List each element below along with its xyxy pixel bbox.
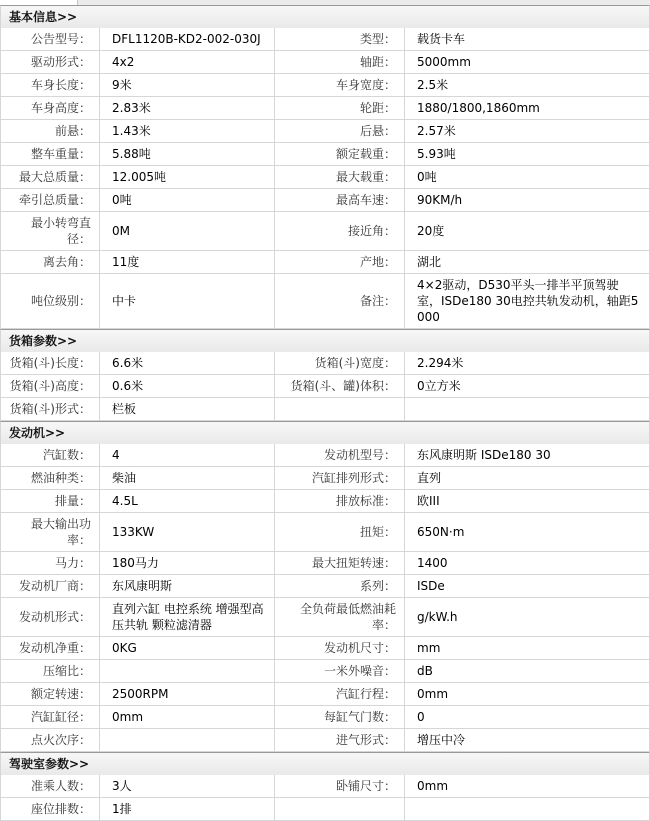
spec-value-text: 东风康明斯 ISDe180 30 — [417, 448, 551, 462]
spec-row — [1, 143, 649, 166]
spec-row — [1, 513, 649, 552]
spec-row — [1, 798, 649, 821]
spec-label — [1, 660, 100, 683]
spec-value-text: 4×2驱动，D530平头一排半平顶驾驶室，ISDe180 30电控共轨发动机，轴距5000 — [417, 278, 639, 324]
spec-label — [1, 398, 100, 421]
spec-label — [275, 598, 405, 637]
spec-row — [1, 51, 649, 74]
spec-label-text: 车身长度： — [30, 78, 91, 92]
spec-label — [1, 352, 100, 375]
spec-value — [405, 97, 649, 120]
spec-value — [100, 683, 275, 706]
spec-label — [275, 189, 405, 212]
spec-value-text: 1.43米 — [112, 124, 151, 138]
spec-value-text: 1排 — [112, 802, 132, 816]
spec-label-text: 最大总质量： — [18, 170, 91, 184]
spec-label-text: 排量： — [54, 494, 91, 508]
spec-label-text: 最大输出功率： — [30, 517, 91, 547]
spec-label — [275, 166, 405, 189]
spec-value — [405, 798, 649, 821]
spec-value — [100, 251, 275, 274]
spec-table-cab — [0, 775, 650, 821]
spec-value — [405, 251, 649, 274]
spec-label-text: 牵引总质量： — [18, 193, 91, 207]
spec-value-text: 4 — [112, 448, 120, 462]
spec-label-text: 额定载重： — [335, 147, 396, 161]
spec-value-text: 0mm — [417, 779, 449, 793]
spec-label-text: 点火次序： — [30, 733, 91, 747]
spec-label — [1, 637, 100, 660]
spec-value-text: 0M — [112, 224, 130, 238]
spec-label-text: 类型： — [359, 32, 396, 46]
spec-value — [100, 375, 275, 398]
spec-value-text: 1880/1800,1860mm — [417, 101, 540, 115]
spec-label-text: 排放标准： — [335, 494, 396, 508]
spec-label-text: 轮距： — [359, 101, 396, 115]
spec-label-text: 驱动形式： — [30, 55, 91, 69]
spec-label — [275, 513, 405, 552]
spec-label-text: 准乘人数： — [30, 779, 91, 793]
spec-label — [1, 97, 100, 120]
spec-value-text: 20度 — [417, 224, 445, 238]
spec-label-text: 汽缸行程： — [335, 687, 396, 701]
spec-label — [275, 28, 405, 51]
spec-label — [275, 775, 405, 798]
spec-row — [1, 166, 649, 189]
spec-label — [1, 274, 100, 329]
spec-value — [405, 352, 649, 375]
spec-label-text: 发动机净重： — [18, 641, 91, 655]
spec-value-text: 欧III — [417, 494, 440, 508]
spec-value — [100, 798, 275, 821]
spec-label — [1, 575, 100, 598]
spec-value — [405, 375, 649, 398]
spec-label — [1, 598, 100, 637]
section-title-cargo-box: 货箱参数>> — [0, 329, 650, 352]
spec-value-text: 5000mm — [417, 55, 471, 69]
spec-label — [1, 683, 100, 706]
spec-value-text: 180马力 — [112, 556, 159, 570]
spec-label-text: 进气形式： — [335, 733, 396, 747]
spec-label — [275, 444, 405, 467]
spec-label-text: 发动机型号： — [323, 448, 396, 462]
spec-row — [1, 490, 649, 513]
spec-label-text: 压缩比： — [42, 664, 91, 678]
spec-value — [405, 166, 649, 189]
section-title-cab: 驾驶室参数>> — [0, 752, 650, 775]
spec-row — [1, 598, 649, 637]
spec-label-text: 最大载重： — [335, 170, 396, 184]
spec-value-text: 2.5米 — [417, 78, 449, 92]
spec-label — [1, 120, 100, 143]
spec-value — [405, 490, 649, 513]
spec-label-text: 最高车速： — [335, 193, 396, 207]
spec-label-text: 座位排数： — [30, 802, 91, 816]
spec-value — [405, 398, 649, 421]
spec-row — [1, 683, 649, 706]
spec-value — [100, 143, 275, 166]
spec-value-text: DFL1120B-KD2-002-030J — [112, 32, 261, 46]
spec-label — [1, 490, 100, 513]
spec-value-text: 柴油 — [112, 471, 137, 485]
top-partial-cell — [0, 0, 78, 5]
spec-value — [405, 212, 649, 251]
spec-value-text: 直列 — [417, 471, 442, 485]
spec-value — [100, 490, 275, 513]
spec-value — [100, 598, 275, 637]
spec-label-text: 发动机尺寸： — [323, 641, 396, 655]
spec-value — [100, 775, 275, 798]
spec-value-text: 增压中冷 — [417, 733, 466, 747]
spec-value-text: 0.6米 — [112, 379, 144, 393]
spec-value — [405, 513, 649, 552]
spec-label — [275, 729, 405, 752]
spec-value-text: 4x2 — [112, 55, 135, 69]
spec-table-engine — [0, 444, 650, 752]
spec-value — [405, 143, 649, 166]
spec-label — [1, 552, 100, 575]
spec-label — [1, 729, 100, 752]
spec-label — [275, 490, 405, 513]
spec-label — [275, 212, 405, 251]
spec-label — [1, 775, 100, 798]
spec-label-text: 备注： — [359, 294, 396, 308]
spec-label-text: 后悬： — [359, 124, 396, 138]
spec-value — [405, 467, 649, 490]
spec-row — [1, 444, 649, 467]
spec-label-text: 全负荷最低燃油耗率： — [299, 602, 396, 632]
spec-label — [1, 251, 100, 274]
spec-label-text: 燃油种类： — [30, 471, 91, 485]
spec-value — [100, 637, 275, 660]
top-partial-row — [0, 0, 650, 5]
spec-value — [100, 513, 275, 552]
spec-value-text: 3人 — [112, 779, 132, 793]
spec-value — [100, 660, 275, 683]
spec-value — [405, 274, 649, 329]
spec-label-text: 每缸气门数： — [323, 710, 396, 724]
spec-label-text: 轴距： — [359, 55, 396, 69]
spec-label — [275, 398, 405, 421]
spec-value-text: 0KG — [112, 641, 137, 655]
spec-value-text: 0 — [417, 710, 425, 724]
spec-value — [405, 189, 649, 212]
spec-label — [275, 660, 405, 683]
spec-row — [1, 552, 649, 575]
spec-table-basic-info — [0, 28, 650, 329]
spec-label-text: 公告型号： — [30, 32, 91, 46]
section-cargo-box — [0, 329, 650, 421]
spec-label — [1, 375, 100, 398]
spec-label-text: 货箱(斗)长度： — [9, 356, 91, 370]
spec-value — [100, 51, 275, 74]
spec-value-text: 0吨 — [417, 170, 437, 184]
spec-value-text: 6.6米 — [112, 356, 144, 370]
spec-label — [1, 212, 100, 251]
spec-label — [275, 798, 405, 821]
spec-value — [405, 444, 649, 467]
spec-label — [275, 575, 405, 598]
spec-row — [1, 775, 649, 798]
spec-value-text: 0mm — [417, 687, 449, 701]
spec-value-text: 0立方米 — [417, 379, 461, 393]
spec-value — [100, 729, 275, 752]
spec-value-text: mm — [417, 641, 441, 655]
spec-value — [100, 74, 275, 97]
spec-value-text: 2.57米 — [417, 124, 456, 138]
spec-row — [1, 74, 649, 97]
section-cab — [0, 752, 650, 821]
spec-value-text: 1400 — [417, 556, 448, 570]
spec-row — [1, 352, 649, 375]
spec-value — [100, 97, 275, 120]
spec-row — [1, 375, 649, 398]
spec-label-text: 发动机形式： — [18, 610, 91, 624]
section-title-engine: 发动机>> — [0, 421, 650, 444]
spec-value-text: 东风康明斯 — [112, 579, 173, 593]
spec-label-text: 货箱(斗)宽度： — [314, 356, 396, 370]
spec-value — [405, 729, 649, 752]
spec-value — [405, 637, 649, 660]
spec-value-text: 4.5L — [112, 494, 138, 508]
spec-row — [1, 729, 649, 752]
spec-label — [275, 467, 405, 490]
spec-label-text: 接近角： — [347, 224, 396, 238]
spec-value — [405, 775, 649, 798]
spec-label-text: 汽缸缸径： — [30, 710, 91, 724]
spec-label-text: 汽缸数： — [42, 448, 91, 462]
spec-row — [1, 706, 649, 729]
spec-value — [100, 120, 275, 143]
spec-value — [100, 189, 275, 212]
spec-label — [275, 352, 405, 375]
spec-value-text: 11度 — [112, 255, 140, 269]
spec-label — [1, 51, 100, 74]
spec-label — [1, 189, 100, 212]
spec-value-text: g/kW.h — [417, 610, 458, 624]
spec-value-text: 中卡 — [112, 294, 137, 308]
section-basic-info — [0, 5, 650, 329]
spec-row — [1, 467, 649, 490]
spec-label-text: 离去角： — [42, 255, 91, 269]
spec-row — [1, 660, 649, 683]
spec-label-text: 前悬： — [54, 124, 91, 138]
spec-label — [1, 706, 100, 729]
spec-value — [100, 166, 275, 189]
spec-label — [1, 798, 100, 821]
spec-row — [1, 28, 649, 51]
spec-value — [100, 28, 275, 51]
spec-label — [1, 467, 100, 490]
spec-row — [1, 212, 649, 251]
spec-label-text: 卧铺尺寸： — [335, 779, 396, 793]
spec-value — [405, 660, 649, 683]
spec-value — [405, 575, 649, 598]
spec-label-text: 最大扭矩转速： — [311, 556, 396, 570]
spec-row — [1, 637, 649, 660]
spec-value-text: 5.88吨 — [112, 147, 151, 161]
spec-value-text: 5.93吨 — [417, 147, 456, 161]
spec-value — [100, 552, 275, 575]
spec-value-text: 载货卡车 — [417, 32, 466, 46]
section-title-basic-info: 基本信息>> — [0, 5, 650, 28]
spec-value — [100, 467, 275, 490]
spec-label — [275, 120, 405, 143]
spec-row — [1, 251, 649, 274]
spec-value-text: 2500RPM — [112, 687, 169, 701]
spec-value-text: 栏板 — [112, 402, 137, 416]
spec-value — [100, 575, 275, 598]
spec-value-text: 直列六缸 电控系统 增强型高压共轨 颗粒滤清器 — [112, 602, 264, 632]
spec-label-text: 产地： — [359, 255, 396, 269]
spec-value-text: 0吨 — [112, 193, 132, 207]
spec-label — [275, 637, 405, 660]
spec-label — [1, 513, 100, 552]
spec-value-text: 2.83米 — [112, 101, 151, 115]
spec-value — [405, 552, 649, 575]
spec-label-text: 系列： — [359, 579, 396, 593]
spec-value-text: dB — [417, 664, 433, 678]
spec-value — [100, 444, 275, 467]
spec-value-text: 0mm — [112, 710, 144, 724]
spec-label-text: 发动机厂商： — [18, 579, 91, 593]
spec-value — [405, 120, 649, 143]
spec-value — [405, 706, 649, 729]
spec-label — [1, 28, 100, 51]
spec-value-text: 90KM/h — [417, 193, 463, 207]
spec-label — [275, 143, 405, 166]
spec-value — [100, 274, 275, 329]
spec-label — [275, 683, 405, 706]
spec-label — [275, 97, 405, 120]
spec-label-text: 货箱(斗)形式： — [9, 402, 91, 416]
spec-value — [405, 51, 649, 74]
spec-value — [100, 706, 275, 729]
spec-label-text: 吨位级别： — [30, 294, 91, 308]
spec-label-text: 整车重量： — [30, 147, 91, 161]
spec-label-text: 货箱(斗、罐)体积： — [290, 379, 396, 393]
spec-label-text: 最小转弯直径： — [30, 216, 91, 246]
spec-label — [275, 274, 405, 329]
spec-row — [1, 189, 649, 212]
spec-value — [100, 352, 275, 375]
spec-label — [275, 74, 405, 97]
spec-label — [275, 51, 405, 74]
spec-label-text: 额定转速： — [30, 687, 91, 701]
spec-label — [275, 706, 405, 729]
spec-label-text: 汽缸排列形式： — [311, 471, 396, 485]
spec-value — [100, 398, 275, 421]
spec-label — [275, 251, 405, 274]
spec-value — [405, 683, 649, 706]
spec-label-text: 车身高度： — [30, 101, 91, 115]
spec-label — [275, 375, 405, 398]
spec-value-text: 9米 — [112, 78, 132, 92]
spec-value-text: 12.005吨 — [112, 170, 166, 184]
spec-label — [1, 444, 100, 467]
spec-value — [405, 598, 649, 637]
spec-label-text: 马力： — [54, 556, 91, 570]
spec-label-text: 车身宽度： — [335, 78, 396, 92]
spec-value — [405, 74, 649, 97]
spec-value-text: 2.294米 — [417, 356, 464, 370]
spec-table-cargo-box — [0, 352, 650, 421]
spec-value-text: 650N·m — [417, 525, 465, 539]
spec-value-text: 湖北 — [417, 255, 442, 269]
spec-value — [405, 28, 649, 51]
section-engine — [0, 421, 650, 752]
spec-value-text: 133KW — [112, 525, 155, 539]
spec-label — [1, 166, 100, 189]
spec-row — [1, 120, 649, 143]
spec-row — [1, 97, 649, 120]
spec-row — [1, 575, 649, 598]
spec-value — [100, 212, 275, 251]
spec-label-text: 扭矩： — [359, 525, 396, 539]
spec-label — [1, 74, 100, 97]
spec-label — [275, 552, 405, 575]
vehicle-spec-sheet — [0, 5, 650, 821]
spec-label-text: 一米外噪音： — [323, 664, 396, 678]
spec-value-text: ISDe — [417, 579, 445, 593]
spec-row — [1, 398, 649, 421]
spec-row — [1, 274, 649, 329]
spec-label-text: 货箱(斗)高度： — [9, 379, 91, 393]
spec-label — [1, 143, 100, 166]
